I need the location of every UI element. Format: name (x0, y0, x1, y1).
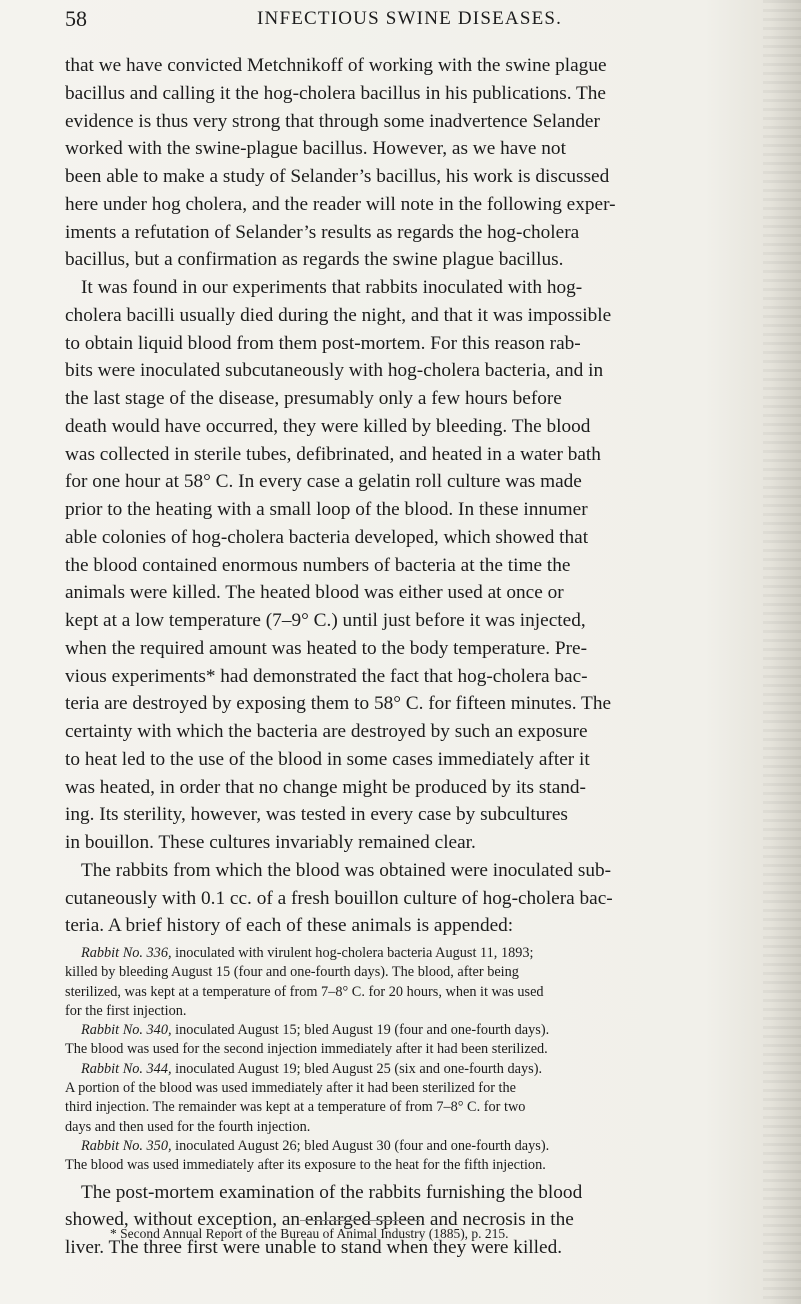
text-line: was collected in sterile tubes, defibrinated, and heated in a water bath (65, 443, 601, 465)
paragraph-3 (65, 857, 765, 940)
rabbit-records (65, 944, 765, 1176)
text-line: the last stage of the disease, presumably only a few hours before (65, 388, 562, 409)
text-line: in bouillon. These cultures invariably remained clear. (65, 832, 476, 853)
record-line: The blood was used for the second injection immediately after it had been sterilized. (65, 1041, 548, 1058)
record-line: for the first injection. (65, 1002, 187, 1019)
text-line: here under hog cholera, and the reader will note in the following exper- (65, 193, 616, 215)
record-line: A portion of the blood was used immediately after it had been sterilized for the (65, 1080, 517, 1097)
text-line: The post-mortem examination of the rabbits furnishing the blood (81, 1181, 583, 1203)
record-line: Rabbit No. 340, inoculated August 15; bled August 19 (four and one-fourth days). (81, 1022, 550, 1039)
text-line: bacillus and calling it the hog-cholera bacillus in his publications. The (65, 82, 606, 104)
record-line: The blood was used immediately after its exposure to the heat for the fifth injection. (65, 1157, 546, 1174)
text-line: to obtain liquid blood from them post-mortem. For this reason rab- (65, 332, 581, 354)
paragraph-2 (65, 274, 765, 857)
running-header (65, 6, 755, 36)
record-line: days and then used for the fourth injection. (65, 1118, 311, 1135)
record-label: Rabbit No. 350, (81, 1137, 172, 1154)
text-line: was heated, in order that no change might be produced by its stand- (65, 776, 586, 798)
text-line: teria. A brief history of each of these animals is appended: (65, 915, 514, 937)
text-line: to heat led to the use of the blood in some cases immediately after it (65, 748, 590, 770)
text-line: The rabbits from which the blood was obtained were inoculated sub- (81, 859, 612, 881)
text-line: liver. The three first were unable to stand when they were killed. (65, 1237, 563, 1259)
text-line: worked with the swine-plague bacillus. However, as we have not (65, 138, 566, 160)
text-line: kept at a low temperature (7–9° C.) until just before it was injected, (65, 610, 586, 631)
text-line: teria are destroyed by exposing them to 58° C. for fifteen minutes. The (65, 693, 612, 715)
record-label: Rabbit No. 336, (81, 945, 172, 961)
text-line: for one hour at 58° C. In every case a gelatin roll culture was made (65, 471, 582, 493)
record-line: Rabbit No. 344, inoculated August 19; bled August 25 (six and one-fourth days). (81, 1060, 543, 1077)
text-line: ing. Its sterility, however, was tested in every case by subcultures (65, 804, 568, 826)
page-body (65, 52, 765, 1262)
text-line: evidence is thus very strong that through some inadvertence Selander (65, 110, 600, 132)
record-line: Rabbit No. 336, inoculated with virulent hog-cholera bacteria August 11, 1893; (81, 945, 534, 961)
text-line: that we have convicted Metchnikoff of working with the swine plague (65, 55, 607, 76)
text-line: iments a refutation of Selander’s results as regards the hog-cholera (65, 221, 580, 243)
text-line: when the required amount was heated to the body temperature. Pre- (65, 637, 588, 659)
text-line: showed, without exception, an enlarged spleen and necrosis in the (65, 1209, 574, 1231)
text-line: vious experiments* had demonstrated the fact that hog-cholera bac- (65, 665, 588, 687)
footnote-rule (300, 1220, 420, 1221)
record-line: sterilized, was kept at a temperature of from 7–8° C. for 20 hours, when it was used (65, 983, 544, 1000)
record-line: killed by bleeding August 15 (four and one-fourth days). The blood, after being (65, 964, 519, 981)
footnote: * Second Annual Report of the Bureau of Animal Industry (1885), p. 215. (110, 1226, 509, 1241)
paragraph-1 (65, 52, 765, 274)
text-line: prior to the heating with a small loop of the blood. In these innumer (65, 499, 588, 520)
text-line: death would have occurred, they were killed by bleeding. The blood (65, 415, 591, 437)
text-line: bits were inoculated subcutaneously with hog-cholera bacteria, and in (65, 360, 604, 382)
record-label: Rabbit No. 344, (81, 1060, 172, 1077)
running-title: INFECTIOUS SWINE DISEASES. (257, 8, 563, 29)
text-line: certainty with which the bacteria are destroyed by such an exposure (65, 721, 588, 742)
text-line: animals were killed. The heated blood was either used at once or (65, 582, 564, 604)
text-line: cutaneously with 0.1 cc. of a fresh bouillon culture of hog-cholera bac- (65, 887, 613, 909)
text-line: able colonies of hog-cholera bacteria developed, which showed that (65, 526, 589, 548)
text-line: cholera bacilli usually died during the night, and that it was impossible (65, 304, 612, 326)
text-line: bacillus, but a confirmation as regards the swine plague bacillus. (65, 249, 564, 271)
record-line: third injection. The remainder was kept at a temperature of from 7–8° C. for two (65, 1099, 526, 1116)
record-label: Rabbit No. 340, (81, 1022, 172, 1039)
page-number: 58 (65, 6, 87, 31)
text-line: the blood contained enormous numbers of bacteria at the time the (65, 554, 571, 576)
record-line: Rabbit No. 350, inoculated August 26; bled August 30 (four and one-fourth days). (81, 1137, 550, 1154)
text-line: It was found in our experiments that rabbits inoculated with hog- (81, 277, 583, 298)
text-line: been able to make a study of Selander’s bacillus, his work is discussed (65, 166, 610, 187)
